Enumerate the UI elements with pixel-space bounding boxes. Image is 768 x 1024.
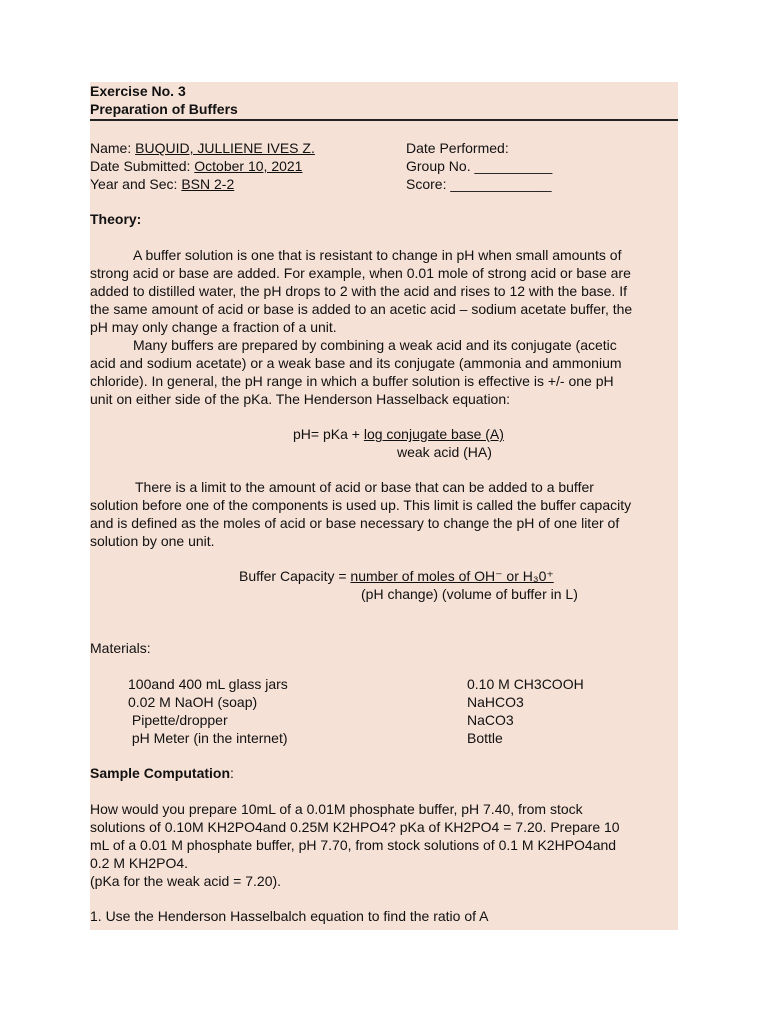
- paragraph-line: chloride). In general, the pH range in which a buffer solution is effective is +/- one pH: [90, 373, 614, 389]
- paragraph-line: A buffer solution is one that is resistant to change in pH when small amounts of: [133, 247, 622, 263]
- equation-numerator: log conjugate base (A): [363, 426, 504, 442]
- sample-heading-colon: :: [230, 765, 234, 781]
- date-submitted-label: Date Submitted:: [90, 158, 191, 174]
- material-item: Bottle: [467, 730, 503, 746]
- document-page: [90, 82, 678, 930]
- name-label: Name:: [90, 140, 132, 156]
- equation-numerator: number of moles of OH⁻ or H₃0⁺: [350, 568, 554, 584]
- paragraph-line: solutions of 0.10M KH2PO4and 0.25M K2HPO4? pKa of KH2PO4 = 7.20. Prepare 10: [90, 819, 620, 835]
- sample-heading-text: Sample Computation: [90, 765, 231, 781]
- equation-denominator: (pH change) (volume of buffer in L): [361, 586, 578, 602]
- paragraph-line: acid and sodium acetate) or a weak base and its conjugate (ammonia and ammonium: [90, 355, 622, 371]
- paragraph-line: solution by one unit.: [90, 533, 215, 549]
- year-sec-value: BSN 2-2: [181, 176, 235, 192]
- material-item: NaHCO3: [467, 694, 524, 710]
- paragraph-line: solution before one of the components is used up. This limit is called the buffer capacity: [90, 497, 632, 513]
- score: Score: _____________: [406, 176, 552, 192]
- buffer-capacity-equation: [239, 567, 554, 585]
- paragraph-line: Many buffers are prepared by combining a weak acid and its conjugate (acetic: [133, 337, 617, 353]
- henderson-equation: [293, 425, 504, 443]
- material-item: 0.02 M NaOH (soap): [128, 694, 258, 710]
- material-item: Pipette/dropper: [128, 712, 228, 728]
- date-performed: Date Performed:: [406, 140, 509, 156]
- paragraph-line: the same amount of acid or base is added to an acetic acid – sodium acetate buffer, the: [90, 301, 633, 317]
- sample-problem: [90, 800, 678, 890]
- paragraph-line: and is defined as the moles of acid or base necessary to change the pH of one liter of: [90, 515, 620, 531]
- equation-prefix: Buffer Capacity =: [239, 568, 351, 584]
- material-item: pH Meter (in the internet): [128, 730, 288, 746]
- paragraph-line: There is a limit to the amount of acid or base that can be added to a buffer: [135, 479, 594, 495]
- theory-paragraph-1: [90, 246, 678, 408]
- theory-heading: Theory:: [90, 211, 142, 227]
- group-number: Group No. __________: [406, 158, 553, 174]
- paragraph-line: 0.2 M KH2PO4.: [90, 855, 189, 871]
- step-one: 1. Use the Henderson Hasselbalch equation to find the ratio of A: [90, 908, 489, 924]
- material-item: 100and 400 mL glass jars: [128, 676, 288, 692]
- material-item: 0.10 M CH3COOH: [467, 676, 584, 692]
- theory-paragraph-3: [90, 478, 678, 550]
- paragraph-line: unit on either side of the pKa. The Henderson Hasselback equation:: [90, 391, 511, 407]
- exercise-number: Exercise No. 3: [90, 83, 186, 99]
- sample-computation-heading: [90, 764, 234, 782]
- paragraph-line: pH may only change a fraction of a unit.: [90, 319, 337, 335]
- name-line: [90, 139, 315, 157]
- equation-denominator: weak acid (HA): [397, 444, 492, 460]
- paragraph-line: (pKa for the weak acid = 7.20).: [90, 873, 282, 889]
- paragraph-line: mL of a 0.01 M phosphate buffer, pH 7.70, from stock solutions of 0.1 M K2HPO4and: [90, 837, 617, 853]
- paragraph-line: strong acid or base are added. For example, when 0.01 mole of strong acid or base are: [90, 265, 631, 281]
- year-sec-line: [90, 175, 234, 193]
- date-submitted-value: October 10, 2021: [194, 158, 303, 174]
- name-value: BUQUID, JULLIENE IVES Z.: [135, 140, 315, 156]
- title-divider: [90, 119, 678, 121]
- date-submitted-line: [90, 157, 302, 175]
- year-sec-label: Year and Sec:: [90, 176, 178, 192]
- equation-prefix: pH= pKa +: [293, 426, 364, 442]
- paragraph-line: How would you prepare 10mL of a 0.01M phosphate buffer, pH 7.40, from stock: [90, 801, 583, 817]
- document-title: Preparation of Buffers: [90, 101, 238, 117]
- material-item: NaCO3: [467, 712, 514, 728]
- materials-heading: Materials:: [90, 640, 151, 656]
- paragraph-line: added to distilled water, the pH drops to 2 with the acid and rises to 12 with the base. If: [90, 283, 627, 299]
